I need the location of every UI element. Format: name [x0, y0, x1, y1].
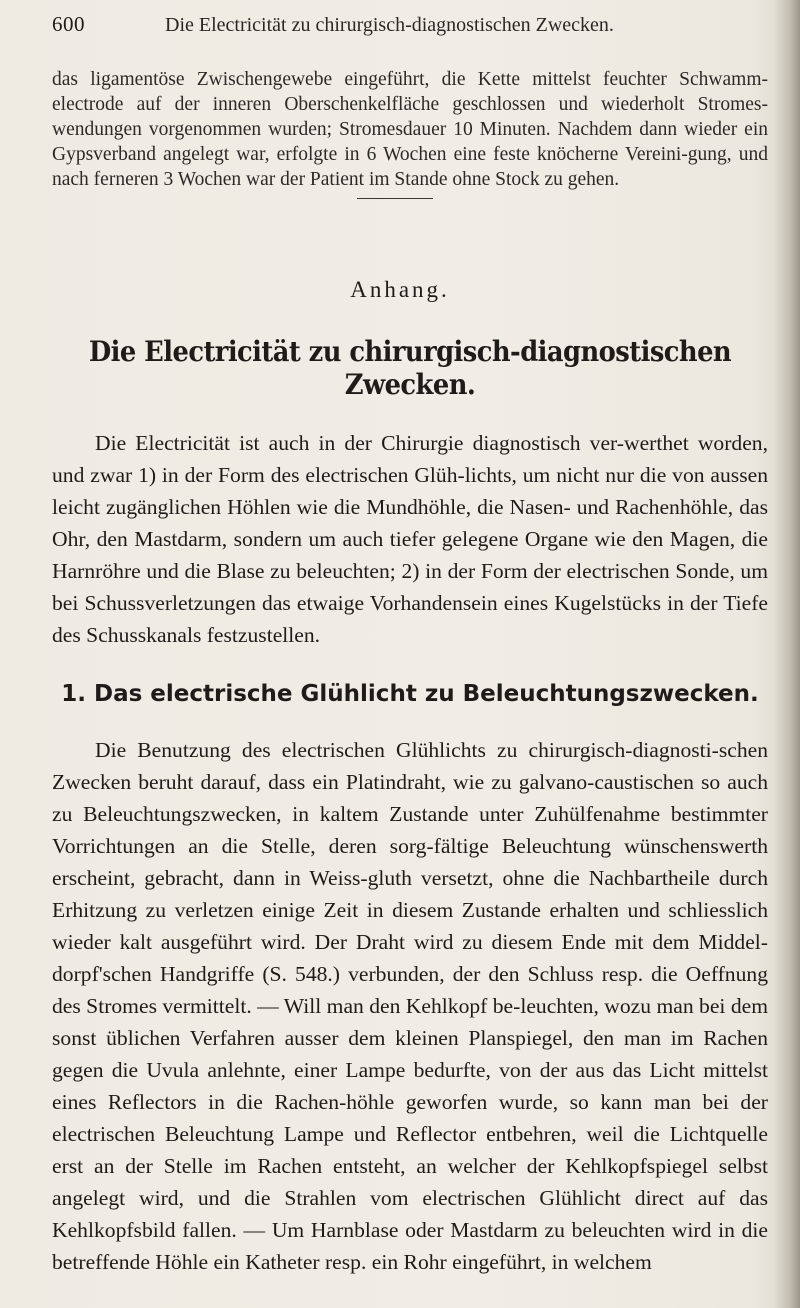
running-head — [52, 12, 752, 52]
body-paragraph: Die Benutzung des electrischen Glühlichts zu chirurgisch-diagnosti-schen Zwecken beruht darauf, dass ein Platindraht, wie zu galvano-caustischen so auch zu Beleuchtungszwecken, in kaltem Zustande unter Zuhülfenahme bestimmter Vorrichtungen an die Stelle, deren sorg-fältige Beleuchtung wünschenswerth erscheint, gebracht, dann in Weiss-gluth versetzt, ohne die Nachbartheile durch Erhitzung zu verletzen einige Zeit in diesem Zustande erhalten und schliesslich wieder kalt ausgeführt wird. Der Draht wird zu diesem Ende mit dem Middel-dorpf'schen Handgriffe (S. 548.) verbunden, der den Schluss resp. die Oeffnung des Stromes vermittelt. — Will man den Kehlkopf be-leuchten, wozu man bei dem sonst üblichen Verfahren ausser dem kleinen Planspiegel, den man im Rachen gegen die Uvula anlehnte, einer Lampe bedurfte, von der aus das Licht mittelst eines Reflectors in die Rachen-höhle geworfen wurde, so kann man bei der electrischen Beleuchtung Lampe und Reflector entbehren, weil die Lichtquelle erst an der Stelle im Rachen entsteht, an welcher der Kehlkopfspiegel selbst angelegt wird, und die Strahlen vom electrischen Glühlicht direct auf das Kehlkopfsbild fallen. — Um Harnblase oder Mastdarm zu beleuchten wird in die betreffende Höhle ein Katheter resp. ein Rohr eingeführt, in welchem — [52, 738, 768, 1274]
page-edge-shadow — [774, 0, 800, 1308]
appendix-label: Anhang. — [350, 277, 450, 302]
running-head-title: Die Electricität zu chirurgisch-diagnostischen Zwecken. — [165, 14, 614, 36]
intro-paragraph: Die Electricität ist auch in der Chirurgie diagnostisch ver-werthet worden, und zwar 1) in der Form des electrischen Glüh-lichts, um nicht nur die von aussen leicht zugänglichen Höhlen wie die Mundhöhle, die Nasen- und Rachenhöhle, das Ohr, den Mastdarm, sondern um auch tiefer gelegene Organe wie den Magen, die Harnröhre und die Blase zu beleuchten; 2) in der Form der electrischen Sonde, um bei Schussverletzungen das etwaige Vorhandensein eines Kugelstücks in der Tiefe des Schusskanals festzustellen. — [52, 431, 768, 647]
continued-paragraph: das ligamentöse Zwischengewebe eingeführt, die Kette mittelst feuchter Schwamm-electrode auf der inneren Oberschenkelfläche geschlossen und wiederholt Stromes-wendungen vorgenommen wurden; Stromesdauer 10 Minuten. Nachdem dann wieder ein Gypsverband angelegt war, erfolgte in 6 Wochen eine feste knöcherne Vereini-gung, und nach ferneren 3 Wochen war der Patient im Stande ohne Stock zu gehen. — [52, 69, 768, 190]
page-number: 600 — [52, 12, 85, 36]
subsection-heading: 1. Das electrische Glühlicht zu Beleuchtungszwecken. — [61, 681, 759, 707]
section-heading: Die Electricität zu chirurgisch-diagnostischen Zwecken. — [88, 335, 732, 401]
section-separator-rule — [357, 198, 433, 199]
